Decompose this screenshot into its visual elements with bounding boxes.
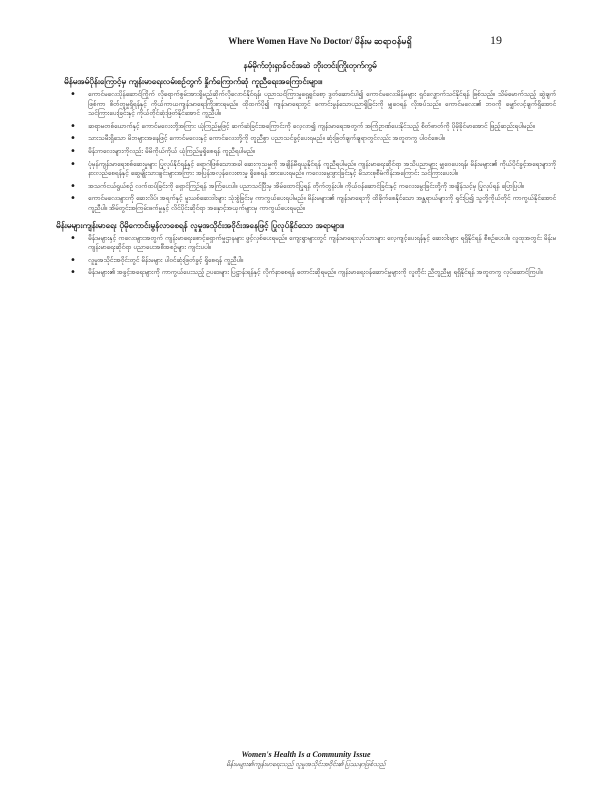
bullet-list [64,234,556,278]
list-item-text: အသက်ငယ်ရွယ်စဉ် လက်ထပ်ခြင်းကို ရှောင်ကြဉ်ရန် အကြံပေးပါ။ ပညာသင်ပြီးမှ အိမ်ထောင်ပြုရန် တိုက်တွန်းပါ။ ကိုယ်ဝန်ဆောင်ခြင်းနှင့် ကလေးမွေးခြင်းတို့ကို အချိန်သင့်မှ ပြုလုပ်ရန် ပြောပြပါ။ [88,181,524,190]
list-item [64,134,556,144]
list-item [64,160,556,179]
bullet-icon: • [70,267,76,279]
list-item [64,90,556,119]
running-title: Where Women Have No Doctor/ မိန်းမ ဆရာဝန်မရှိ [228,36,412,46]
list-item [64,234,556,253]
list-item [64,268,556,278]
list-item-text: သားသမီးရှိသော မိဘများအနေဖြင့် ကောင်မလေးနှင့် ကောင်လေးတို့ကို တူညီစွာ ပညာသင်ခွင့်ပေးရမည်။ ဆုံးဖြတ်ချက်ချရာတွင်လည်း အတူတကွ ပါဝင်စေပါ။ [88,134,445,143]
page-footer [0,750,612,770]
list-item-text: မိန်းမများနှင့် ကလေးများအတွက် ကျန်းမာရေးစောင့်ရှောက်မှုဌာနများ ဖွင့်လှစ်ပေးရမည်။ ကျေးရွာများတွင် ကျန်းမာရေးလုပ်သားများ လေ့ကျင့်ပေးရန်နှင့် ဆေးဝါးများ ရရှိနိုင်ရန် စီစဉ်ပေးပါ။ လူထုအတွင်း မိန်းမကျန်းမာရေးဆိုင်ရာ ပညာပေးအစီအစဉ်များ ကျင်းပပါ။ [88,233,556,252]
list-item-text: ဆရာမတစ်ယောက်နှင့် ကောင်မလေးတို့အကြား ယုံကြည်မှုဖြင့် ဆက်ဆံခြင်းအကြောင်းကို လေ့လာ၍ ကျန်းမာရေးအတွက် အကြံဥာဏ်ပေးနိုင်သည့် စိတ်ဓာတ်ကို ပိုမိုခိုင်မာအောင် ဖြည့်ဆည်းရပါမည်။ [88,121,535,130]
list-item [64,194,556,213]
bullet-list [64,90,556,214]
bullet-icon: • [70,254,76,266]
bullet-icon: • [70,158,76,170]
bullet-icon: • [70,89,76,100]
bullet-icon: • [70,133,76,145]
bullet-icon: • [70,145,76,157]
bullet-icon: • [70,180,76,192]
footer-subtitle: မိန်းမများ၏ကျန်းမာရေးသည် လူမှုအသိုင်းအဝိုင်း၏ ပြဿနာဖြစ်သည် [226,761,386,768]
list-item [64,122,556,132]
list-item-text: ကောင်မလေးများကို ဆေးလိပ်၊ အရက်နှင့် မူးယစ်ဆေးဝါးများ သုံးစွဲခြင်းမှ ကာကွယ်ပေးရပါမည်။ မိန်းမများ၏ ကျန်းမာရေးကို ထိခိုက်စေနိုင်သော အန္တရာယ်များကို ရှင်းပြ၍ သူတို့ကိုယ်တိုင် ကာကွယ်နိုင်အောင် ကူညီပါ။ အိမ်တွင်းအကြမ်းဖက်မှုနှင့် လိင်ပိုင်းဆိုင်ရာ အနှောင့်အယှက်များမှ ကာကွယ်ပေးရမည်။ [88,194,556,212]
page-number: 19 [490,33,502,47]
list-item [64,182,556,192]
list-item-text: မိန်းကလေးများကိုလည်း မိမိကိုယ်ကိုယ် ယုံကြည်မှုရှိစေရန် ကူညီရပါမည်။ [88,146,255,155]
section-subtitle: နမ်မိုက်ဘုံးရှာခ်ငင်အဆဲ ဘိုးတင်းကြိုးတုက်ကွမ် [243,61,377,70]
list-item [64,256,556,266]
bullet-icon: • [70,232,76,244]
list-item-text: မိန်းမများ၏ အခွင့်အရေးများကို ကာကွယ်ပေးသည့် ဥပဒေများ ပြဋ္ဌာန်းရန်နှင့် လိုက်နာစေရန် တောင်းဆိုရမည်။ ကျန်းမာရေးဝန်ဆောင်မှုများကို လူတိုင်း ညီတူညီမျှ ရရှိနိုင်ရန် အတူတကွ လုပ်ဆောင်ကြပါ။ [88,268,543,277]
section-heading: မိန်းမများကျန်းမာရေး ပိုမိုကောင်းမွန်လာစေရန် လူမှုအသိုင်းအဝိုင်းအနေဖြင့် ပြုလုပ်နိုင်သော အရာများ။ [56,220,345,230]
footer-title: Women's Health Is a Community Issue [241,750,371,759]
list-item-text: လူမှုအသိုင်းအဝိုင်းတွင် မိန်းမများ ပါဝင်ဆုံးဖြတ်ခွင့် ရှိစေရန် ကူညီပါ။ [88,255,244,264]
list-item [64,147,556,157]
page-content [56,60,556,281]
section-heading: မိန်မအမ်ပိုန်းကြောင့်မှ ကျန်းမာရေးလမ်းစဉ်တွက် နှိုက်ကြောက်ဆုံ ကူညီရေးအကြောင်းများ။ [64,77,323,86]
running-header [0,33,612,47]
bullet-icon: • [70,120,76,132]
list-item-text: ပုံမှန်ကျန်းမာရေးစစ်ဆေးမှုများ ပြုလုပ်နိုင်ရန်နှင့် ရောဂါဖြစ်သောအခါ ဆေးကုသမှုကို အချိန်မီရယူနိုင်ရန် ကူညီရပါမည်။ ကျန်းမာရေးဆိုင်ရာ အသိပညာများ မျှဝေပေးရန်၊ မိန်းမများ၏ ကိုယ်ပိုင်ခွင့်အရေးများကို နားလည်စေရန်နှင့် ဆွေမျိုးသားချင်းများအကြား အပြန်အလှန်လေးစားမှု ရှိစေရန် အားပေးရမည်။ ကလေးမွေးဖွားခြင်းနှင့် မိသားစုစီမံကိန်းအကြောင်း သင်ကြားပေးပါ။ [88,159,556,178]
list-item-text: ကောင်မလေးပိုန်ဆောင်ကြိုက် လိုရောက်စွမ်းအားရှိမည်ဆိုက်လိုလောင်နိုင်ရန်၊ ပညာသင်ကြားမှုရှေ့ရှင်စော့ ဒွတ်ဆောင်ပါ၍ ကောင်မလေးမိန်မများ ရှင်လျှောက်သင်နိုင်ရန် ဖြစ်သည်။ သိမ်မောက်သည့် ဆွဲချက်ဖြစ်ကာ စိတ်တူမှုရှိရန်နှင့် ကိုယ်ကာယကျန်းမာရေးကြိုးစားရမည်။ ထိုထက်ပို၍ ကျန်းမာရေးတွင် ကောင်းမွန်သောပညာရှိခြင်းကို မျှဝေရန် လိုအပ်သည်။ ကောင်မလေး၏ ဘဝကို မျှော်လင့်ချက်ရှိအောင် သင်ကြားပေးခြင်းနှင့် ကိုယ်တိုင်ဆုံးဖြတ်နိုင်အောင် ကူညီပါ။ [88,90,556,118]
bullet-icon: • [70,193,76,205]
